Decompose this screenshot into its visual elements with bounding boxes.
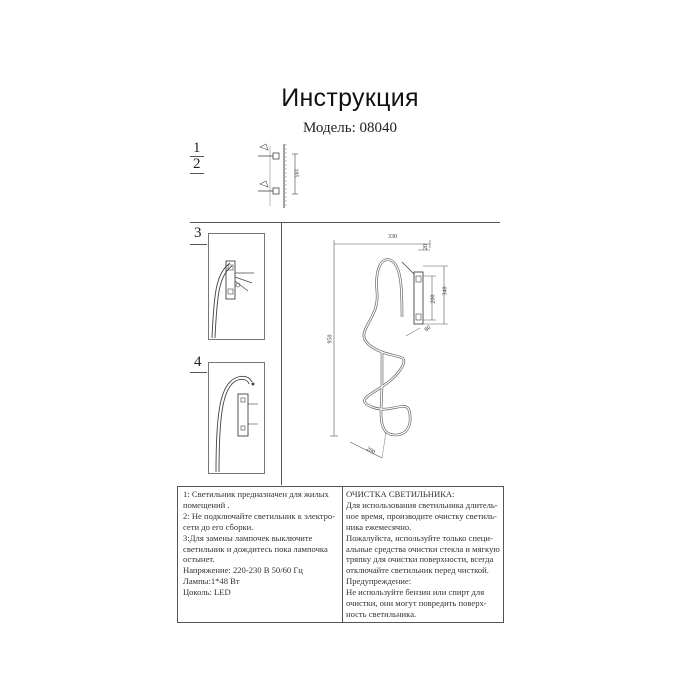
page-title: Инструкция [281,84,419,112]
note-line: Цоколь: LED [183,587,231,598]
note-line: Не используйте бензин или спирт для [346,587,485,598]
step-3-wire-connection-diagram [208,233,265,340]
step-number-2: 2 [193,156,201,172]
warning-heading: Предупреждение: [346,576,412,587]
dimension-label: 20 [423,244,429,250]
dimension-label: 950 [327,334,334,344]
note-line: остынет. [183,554,215,565]
dimension-label: 340 [442,286,449,296]
note-line: 2: Не подключайте светильник к электро- [183,510,336,521]
step-number-3: 3 [194,225,202,241]
cleaning-heading: ОЧИСТКА СВЕТИЛЬНИКА: [346,489,455,499]
lamp-dimension-drawing [320,232,470,472]
note-line: очистки, они могут повредить поверх- [346,598,487,609]
model-number: Модель: 08040 [302,120,398,136]
step-number-4: 4 [194,354,202,370]
table-column-divider [342,487,343,622]
note-line: Лампы:1*48 Вт [183,576,240,587]
notes-left-column [183,489,339,622]
note-line: альные средства очистки стекла и мягкую [346,543,500,554]
note-line: Пожалуйста, используйте только специ- [346,532,493,543]
section-divider [190,222,500,223]
dimension-label: 200 [365,446,376,456]
dimension-label: 200 [430,294,437,304]
mounting-plate-diagram [250,140,310,215]
section-divider [281,222,282,485]
dimension-label: 330 [388,234,397,240]
note-line: Для использования светильника длитель- [346,499,498,510]
step-4-fixing-diagram [208,362,265,474]
note-line: 3:Для замены лампочек выключите [183,532,313,543]
note-line: ника ежемесячно. [346,521,412,532]
note-line: Напряжение: 220-230 В 50/60 Гц [183,565,303,576]
step-divider [190,173,204,174]
step-divider [190,244,207,245]
dimension-label: 195 [292,168,299,178]
note-line: ное время, производите очистку светиль- [346,510,497,521]
instructions-table [177,486,504,623]
dimension-label: 80 [423,324,433,334]
note-line: помещений . [183,499,230,510]
note-line: светильник и дождитесь пока лампочка [183,543,328,554]
note-line: сети до его сборки. [183,521,254,532]
note-line: ность светильника. [346,608,417,619]
note-line: отключайте светильник перед чисткой. [346,565,489,576]
notes-right-column [346,489,502,622]
step-divider [190,372,207,373]
step-number-1: 1 [193,140,201,156]
note-line: 1: Светильник предназначен для жилых [183,489,329,499]
note-line: тряпку для очистки поверхности, всегда [346,554,494,565]
